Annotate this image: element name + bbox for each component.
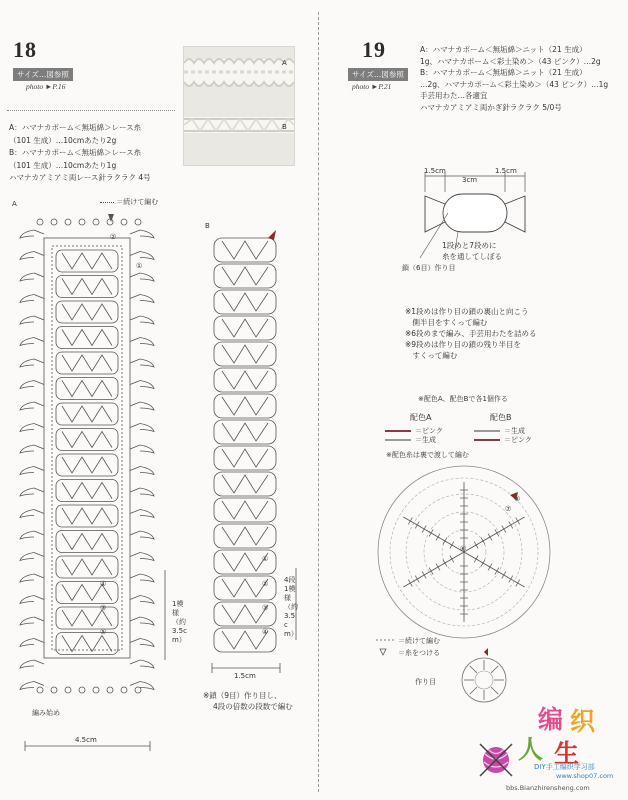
diagram-a-label: A bbox=[12, 200, 17, 208]
candy-note-line: 糸を通してしぼる bbox=[442, 252, 502, 261]
note-line: すくって編む bbox=[405, 351, 458, 360]
material-line: A：ハマナカポーム＜無垢綿＞ニット（21 生成） bbox=[420, 45, 587, 54]
chain-note-line: ※鎖（9目）作り目し、 bbox=[203, 691, 282, 700]
material-line: B：ハマナカポーム＜無垢綿＞レース糸 bbox=[9, 148, 142, 157]
note-line: 側半目をすくって編む bbox=[405, 318, 488, 327]
watermark-logo bbox=[476, 700, 626, 796]
candy-note-line: 1段めと7段めに bbox=[442, 241, 497, 250]
swatch-label: ＝ピンク bbox=[504, 435, 532, 444]
width-b: 1.5cm bbox=[234, 672, 256, 680]
row-marker-b-1: ① bbox=[262, 555, 269, 563]
pattern-number-19: 19 bbox=[362, 37, 386, 62]
color-note: ※配色A、配色Bで各1個作る bbox=[418, 395, 508, 403]
photo-label-a: A bbox=[282, 59, 287, 67]
dim-right: 1.5cm bbox=[495, 167, 517, 175]
row-marker-b-4: ④ bbox=[262, 628, 269, 636]
row-marker-a-4: ④ bbox=[100, 580, 107, 588]
watermark-char-2: 织 bbox=[570, 707, 596, 736]
start-ring-petal bbox=[491, 666, 498, 673]
material-line: B：ハマナカポーム＜無垢綿＞ニット（21 生成） bbox=[420, 68, 587, 77]
material-line: ハマナカアミアミ両かぎ針ラクラク 5/0号 bbox=[420, 102, 562, 112]
material-line: …2g、ハマナカポーム＜彩土染め＞（43 ピンク）…1g bbox=[420, 79, 609, 89]
note-line: ※9段めは作り目の鎖の残り半目を bbox=[405, 340, 522, 349]
yarn-ball-icon bbox=[476, 740, 516, 780]
finish-label: 編み始め bbox=[32, 709, 60, 717]
start-ring-petals bbox=[464, 660, 504, 700]
chain-note-line: 4段の倍数の段数で編む bbox=[213, 702, 293, 711]
start-ring-petal bbox=[491, 687, 498, 694]
row-marker-b-2: ② bbox=[262, 580, 269, 588]
color-b-title: 配色B bbox=[490, 413, 512, 422]
watermark-char-1: 编 bbox=[538, 705, 564, 734]
start-label-19: 作り目 bbox=[415, 678, 436, 686]
dim-center: 3cm bbox=[462, 176, 478, 184]
row-marker-b-3: ③ bbox=[262, 604, 269, 612]
watermark-bbs: bbs.Bianzhirensheng.com bbox=[506, 784, 590, 792]
size-tag-18: サイズ…図参照 bbox=[13, 68, 73, 81]
note-line: ※1段めは作り目の鎖の裏山と向こう bbox=[405, 307, 529, 316]
swatch-label: ＝ピンク bbox=[415, 426, 443, 435]
legend-continue-label: ＝続けて編む bbox=[116, 198, 159, 206]
diagram-b-label: B bbox=[205, 222, 210, 230]
photo-label-b: B bbox=[282, 123, 287, 131]
repeat-b: 4段1模様（約3.5cm） bbox=[284, 576, 298, 638]
repeat-a: 1模様（約3.5cm） bbox=[172, 600, 187, 644]
note-line: ※6段めまで編み、手芸用わたを詰める bbox=[405, 329, 537, 338]
dim-left: 1.5cm bbox=[424, 167, 446, 175]
watermark-sub: DIY手工编织学习部 bbox=[534, 763, 595, 771]
width-a: 4.5cm bbox=[75, 736, 97, 744]
start-ring-petal bbox=[470, 687, 477, 694]
material-line: A：ハマナカポーム＜無垢綿＞レース糸 bbox=[9, 123, 142, 132]
watermark-char-4: 生 bbox=[554, 739, 580, 768]
swatch-label: ＝生成 bbox=[504, 426, 525, 435]
photo-ref-19: photo ►P.21 bbox=[352, 82, 392, 91]
material-line: 手芸用わた…各適宜 bbox=[420, 91, 488, 100]
watermark-char-3: 人 bbox=[518, 735, 544, 764]
color-a-title: 配色A bbox=[410, 413, 432, 422]
row-marker-a-5: ⑤ bbox=[100, 628, 107, 636]
row-marker-a-2: ② bbox=[110, 233, 117, 241]
watermark-url: www.shop07.com bbox=[556, 772, 614, 780]
candy-chain-label: 鎖（6目）作り目 bbox=[402, 264, 456, 272]
legend-attach: ＝糸をつける bbox=[398, 649, 440, 657]
row-marker-a-1: ① bbox=[136, 262, 143, 270]
ring-marker-8: ⑧ bbox=[514, 495, 521, 503]
legend-continue-19: ＝続けて編む bbox=[398, 637, 440, 645]
size-tag-19: サイズ…図参照 bbox=[348, 68, 408, 81]
material-line: 1g、ハマナカポーム＜彩土染め＞（43 ピンク）…2g bbox=[420, 56, 601, 66]
ring-marker-6: ⑥ bbox=[460, 545, 467, 553]
pattern-number-18: 18 bbox=[13, 37, 37, 62]
row-marker-a-3: ③ bbox=[100, 604, 107, 612]
material-line: （101 生成）…10cmあたり1g bbox=[9, 160, 117, 170]
swatch-label: ＝生成 bbox=[415, 435, 436, 444]
start-ring-petal bbox=[470, 666, 477, 673]
photo-ref-18: photo ►P.16 bbox=[26, 82, 66, 91]
ring-marker-7: ⑦ bbox=[505, 505, 512, 513]
material-line: ハマナカアミアミ両レース針ラクラク 4号 bbox=[9, 173, 151, 182]
material-line: （101 生成）…10cmあたり2g bbox=[9, 135, 117, 145]
color-sub-note: ※配色糸は裏で渡して編む bbox=[386, 451, 469, 459]
